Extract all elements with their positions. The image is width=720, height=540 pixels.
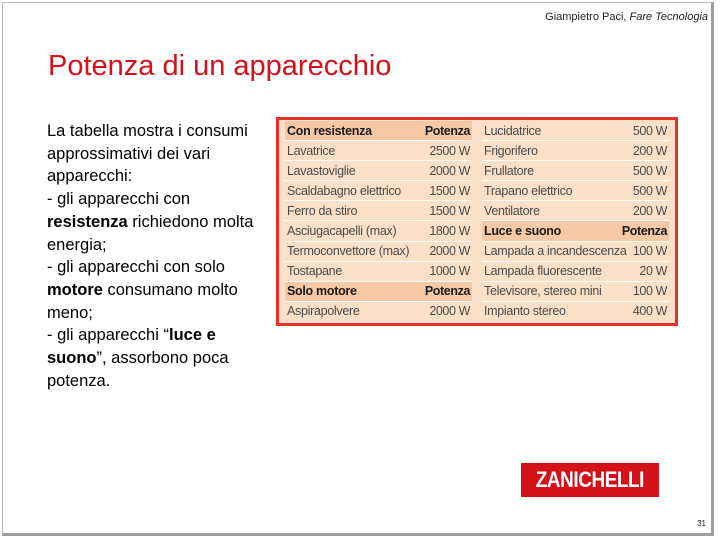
desc-p2-prefix: - gli apparecchi con solo — [47, 258, 225, 277]
logo-text: ZANICHELLI — [535, 467, 645, 492]
row-value: Potenza — [424, 284, 470, 299]
row-label: Lampada a incandescenza — [484, 244, 627, 259]
desc-p2-suffix: consumano molto meno; — [47, 280, 238, 322]
page-number: 31 — [697, 519, 706, 528]
row-label: Aspirapolvere — [287, 304, 360, 319]
row-value: 100 W — [632, 244, 667, 259]
row-label: Trapano elettrico — [484, 183, 573, 198]
row-value: 1800 W — [429, 224, 470, 239]
table-row — [285, 262, 472, 282]
header-credit — [545, 11, 708, 23]
table-header-row — [285, 282, 472, 302]
slide-title: Potenza di un apparecchio — [48, 50, 392, 82]
table-row — [285, 302, 472, 321]
row-label: Televisore, stereo mini — [484, 284, 602, 299]
row-value: 1500 W — [429, 203, 470, 218]
table-row — [482, 262, 669, 282]
table-column-right — [482, 121, 669, 321]
table-row — [285, 242, 472, 262]
row-value: 500 W — [632, 163, 667, 178]
table-row — [285, 221, 472, 241]
row-label: Scaldabagno elettrico — [287, 183, 401, 198]
table-row — [482, 242, 669, 262]
row-value: Potenza — [424, 123, 470, 138]
row-label: Asciugacapelli (max) — [287, 224, 397, 239]
desc-p3-suffix: ”, assorbono poca potenza. — [47, 349, 229, 390]
row-value: 400 W — [632, 304, 667, 319]
row-value: Potenza — [621, 224, 667, 239]
desc-p2-bold: motore — [47, 280, 103, 299]
row-value: 200 W — [632, 203, 667, 218]
desc-p3-bold: luce e suono — [47, 326, 216, 368]
row-label: Lampada fluorescente — [484, 264, 602, 279]
table-row — [285, 161, 472, 181]
row-label: Lavastoviglie — [287, 163, 356, 178]
row-label: Frullatore — [484, 163, 534, 178]
row-value: 2000 W — [429, 163, 470, 178]
table-row — [482, 302, 669, 321]
desc-p1-suffix: richiedono molta energia; — [47, 212, 254, 254]
row-value: 100 W — [632, 284, 667, 299]
table-row — [285, 181, 472, 201]
desc-p1-bold: resistenza — [47, 212, 128, 231]
row-value: 2000 W — [429, 304, 470, 319]
row-label: Frigorifero — [484, 143, 538, 158]
author-name: Giampietro Paci, — [545, 11, 627, 23]
slide-description — [47, 120, 267, 392]
table-row — [482, 282, 669, 302]
desc-intro: La tabella mostra i consumi approssimativi dei vari apparecchi: — [47, 122, 248, 186]
row-label: Termoconvettore (max) — [287, 244, 410, 259]
table-header-row — [285, 121, 472, 141]
row-value: 2500 W — [429, 143, 470, 158]
power-consumption-table — [276, 117, 678, 326]
row-label: Tostapane — [287, 264, 342, 279]
row-value: 500 W — [632, 123, 667, 138]
row-value: 500 W — [632, 183, 667, 198]
table-row — [482, 161, 669, 181]
row-label: Lavatrice — [287, 143, 336, 158]
row-label: Ventilatore — [484, 203, 540, 218]
row-value: 1500 W — [429, 183, 470, 198]
row-label: Luce e suono — [484, 224, 561, 239]
publisher-logo — [521, 463, 659, 497]
table-row — [482, 121, 669, 141]
table-row — [482, 201, 669, 221]
table-row — [482, 141, 669, 161]
table-row — [285, 201, 472, 221]
row-value: 1000 W — [429, 264, 470, 279]
table-row — [285, 141, 472, 161]
desc-p3-prefix: - gli apparecchi “ — [47, 326, 169, 345]
table-column-left — [285, 121, 472, 321]
row-value: 20 W — [639, 264, 667, 279]
row-label: Lucidatrice — [484, 123, 542, 138]
row-label: Ferro da stiro — [287, 203, 358, 218]
row-label: Con resistenza — [287, 123, 372, 138]
row-label: Impianto stereo — [484, 304, 566, 319]
row-label: Solo motore — [287, 284, 357, 299]
book-title: Fare Tecnologia — [629, 11, 708, 23]
desc-p1-prefix: - gli apparecchi con — [47, 190, 191, 209]
row-value: 200 W — [632, 143, 667, 158]
table-header-row — [482, 221, 669, 241]
table-row — [482, 181, 669, 201]
row-value: 2000 W — [429, 244, 470, 259]
